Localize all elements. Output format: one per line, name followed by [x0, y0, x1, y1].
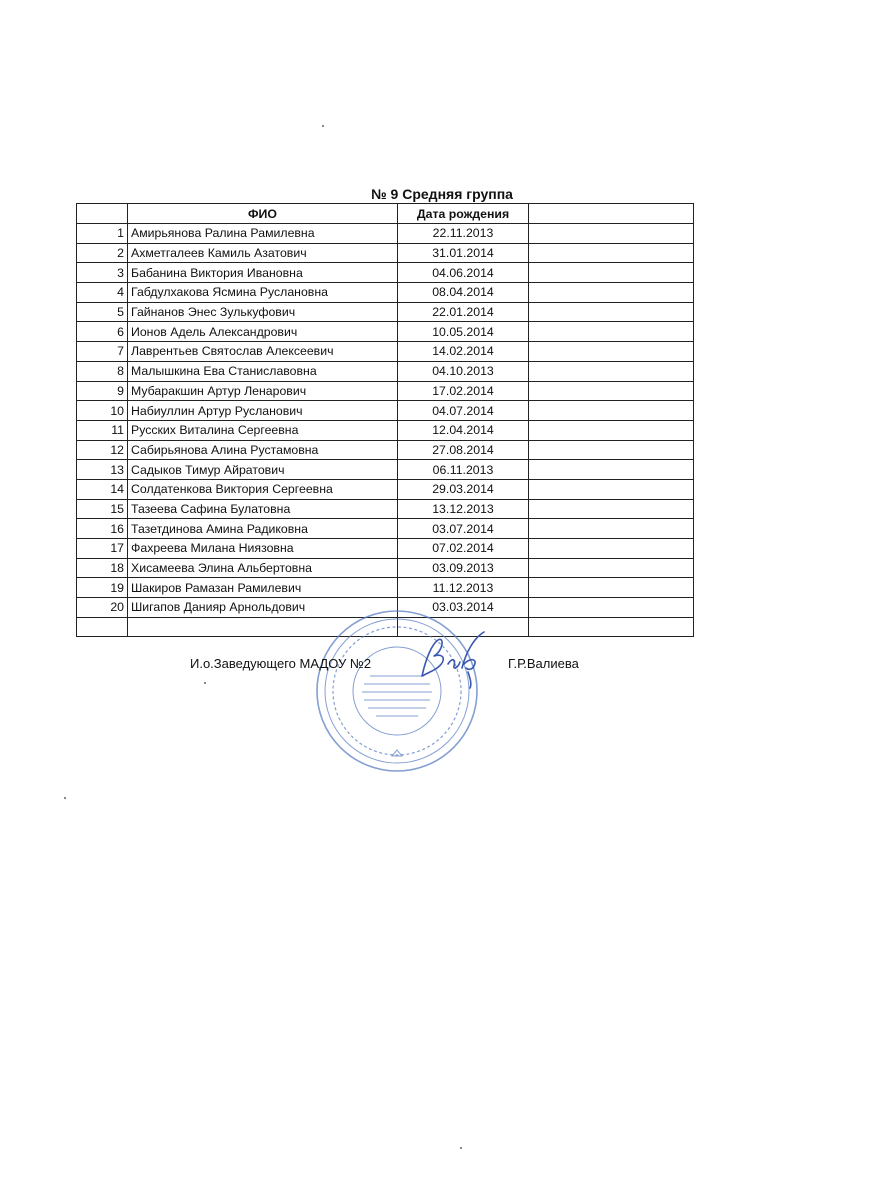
row-birthdate: 22.11.2013 [398, 224, 529, 244]
row-birthdate: 17.02.2014 [398, 381, 529, 401]
row-extra [529, 224, 694, 244]
table-row [77, 499, 694, 519]
table-row [77, 401, 694, 421]
row-birthdate: 11.12.2013 [398, 578, 529, 598]
row-extra [529, 361, 694, 381]
row-full-name: Набиуллин Артур Русланович [128, 401, 398, 421]
row-number: 20 [77, 598, 128, 618]
row-birthdate: 03.09.2013 [398, 558, 529, 578]
row-number: 1 [77, 224, 128, 244]
row-full-name: Хисамеева Элина Альбертовна [128, 558, 398, 578]
row-birthdate: 04.06.2014 [398, 263, 529, 283]
row-full-name: Малышкина Ева Станиславовна [128, 361, 398, 381]
row-extra [529, 322, 694, 342]
row-birthdate: 04.10.2013 [398, 361, 529, 381]
row-extra [529, 499, 694, 519]
row-birthdate: 03.03.2014 [398, 598, 529, 618]
row-number: 10 [77, 401, 128, 421]
row-number: 8 [77, 361, 128, 381]
row-full-name: Габдулхакова Ясмина Руслановна [128, 283, 398, 303]
row-birthdate: 03.07.2014 [398, 519, 529, 539]
row-number: 14 [77, 479, 128, 499]
row-number: 18 [77, 558, 128, 578]
row-full-name: Бабанина Виктория Ивановна [128, 263, 398, 283]
signature-name: Г.Р.Валиева [508, 656, 579, 671]
table-row [77, 460, 694, 480]
table-row [77, 440, 694, 460]
table-row [77, 342, 694, 362]
row-extra [529, 420, 694, 440]
row-extra [529, 519, 694, 539]
row-number: 19 [77, 578, 128, 598]
row-birthdate: 22.01.2014 [398, 302, 529, 322]
scan-speck [460, 1147, 462, 1149]
row-number: 2 [77, 243, 128, 263]
row-birthdate: 13.12.2013 [398, 499, 529, 519]
row-extra [529, 302, 694, 322]
row-full-name: Тазетдинова Амина Радиковна [128, 519, 398, 539]
table-row [77, 263, 694, 283]
row-number: 16 [77, 519, 128, 539]
scan-speck [64, 797, 66, 799]
row-extra [529, 263, 694, 283]
table-row [77, 302, 694, 322]
row-birthdate: 04.07.2014 [398, 401, 529, 421]
row-full-name: Шакиров Рамазан Рамилевич [128, 578, 398, 598]
row-birthdate: 29.03.2014 [398, 479, 529, 499]
table-row [77, 539, 694, 559]
row-birthdate: 08.04.2014 [398, 283, 529, 303]
row-birthdate: 12.04.2014 [398, 420, 529, 440]
row-full-name: Ионов Адель Александрович [128, 322, 398, 342]
table-body [77, 224, 694, 637]
row-number: 15 [77, 499, 128, 519]
row-extra [529, 440, 694, 460]
handwritten-signature [408, 628, 498, 690]
row-number: 5 [77, 302, 128, 322]
row-full-name: Мубаракшин Артур Ленарович [128, 381, 398, 401]
table-row [77, 283, 694, 303]
table-row [77, 558, 694, 578]
document-title: № 9 Средняя группа [371, 186, 513, 202]
row-extra [529, 539, 694, 559]
scan-speck [204, 682, 206, 684]
table-row [77, 381, 694, 401]
header-name: ФИО [128, 204, 398, 224]
row-birthdate: 07.02.2014 [398, 539, 529, 559]
row-extra [529, 401, 694, 421]
header-birthdate: Дата рождения [398, 204, 529, 224]
row-full-name: Шигапов Данияр Арнольдович [128, 598, 398, 618]
row-number: 3 [77, 263, 128, 283]
row-extra [529, 479, 694, 499]
header-number [77, 204, 128, 224]
table-row [77, 224, 694, 244]
row-birthdate: 31.01.2014 [398, 243, 529, 263]
row-extra [529, 598, 694, 618]
row-number: 6 [77, 322, 128, 342]
row-number: 17 [77, 539, 128, 559]
row-extra [529, 381, 694, 401]
table-row [77, 361, 694, 381]
row-number: 12 [77, 440, 128, 460]
row-full-name: Солдатенкова Виктория Сергеевна [128, 479, 398, 499]
row-birthdate: 14.02.2014 [398, 342, 529, 362]
empty-cell [529, 617, 694, 637]
children-table [76, 203, 694, 637]
row-full-name: Сабирьянова Алина Рустамовна [128, 440, 398, 460]
empty-cell [77, 617, 128, 637]
table-row [77, 243, 694, 263]
table-row [77, 420, 694, 440]
signature-role: И.о.Заведующего МАДОУ №2 [190, 656, 372, 671]
row-extra [529, 342, 694, 362]
table-row [77, 322, 694, 342]
row-number: 7 [77, 342, 128, 362]
row-number: 9 [77, 381, 128, 401]
row-full-name: Гайнанов Энес Зулькуфович [128, 302, 398, 322]
row-extra [529, 243, 694, 263]
row-extra [529, 558, 694, 578]
table-row [77, 479, 694, 499]
row-number: 4 [77, 283, 128, 303]
row-extra [529, 283, 694, 303]
table-row [77, 519, 694, 539]
row-extra [529, 460, 694, 480]
row-extra [529, 578, 694, 598]
row-full-name: Фахреева Милана Ниязовна [128, 539, 398, 559]
row-birthdate: 27.08.2014 [398, 440, 529, 460]
row-full-name: Садыков Тимур Айратович [128, 460, 398, 480]
row-full-name: Ахметгалеев Камиль Азатович [128, 243, 398, 263]
row-full-name: Лаврентьев Святослав Алексеевич [128, 342, 398, 362]
row-birthdate: 10.05.2014 [398, 322, 529, 342]
row-full-name: Русских Виталина Сергеевна [128, 420, 398, 440]
row-full-name: Тазеева Сафина Булатовна [128, 499, 398, 519]
row-number: 13 [77, 460, 128, 480]
table-header-row [77, 204, 694, 224]
row-number: 11 [77, 420, 128, 440]
table-row [77, 578, 694, 598]
row-birthdate: 06.11.2013 [398, 460, 529, 480]
header-extra [529, 204, 694, 224]
row-full-name: Амирьянова Ралина Рамилевна [128, 224, 398, 244]
scan-speck [322, 125, 324, 127]
